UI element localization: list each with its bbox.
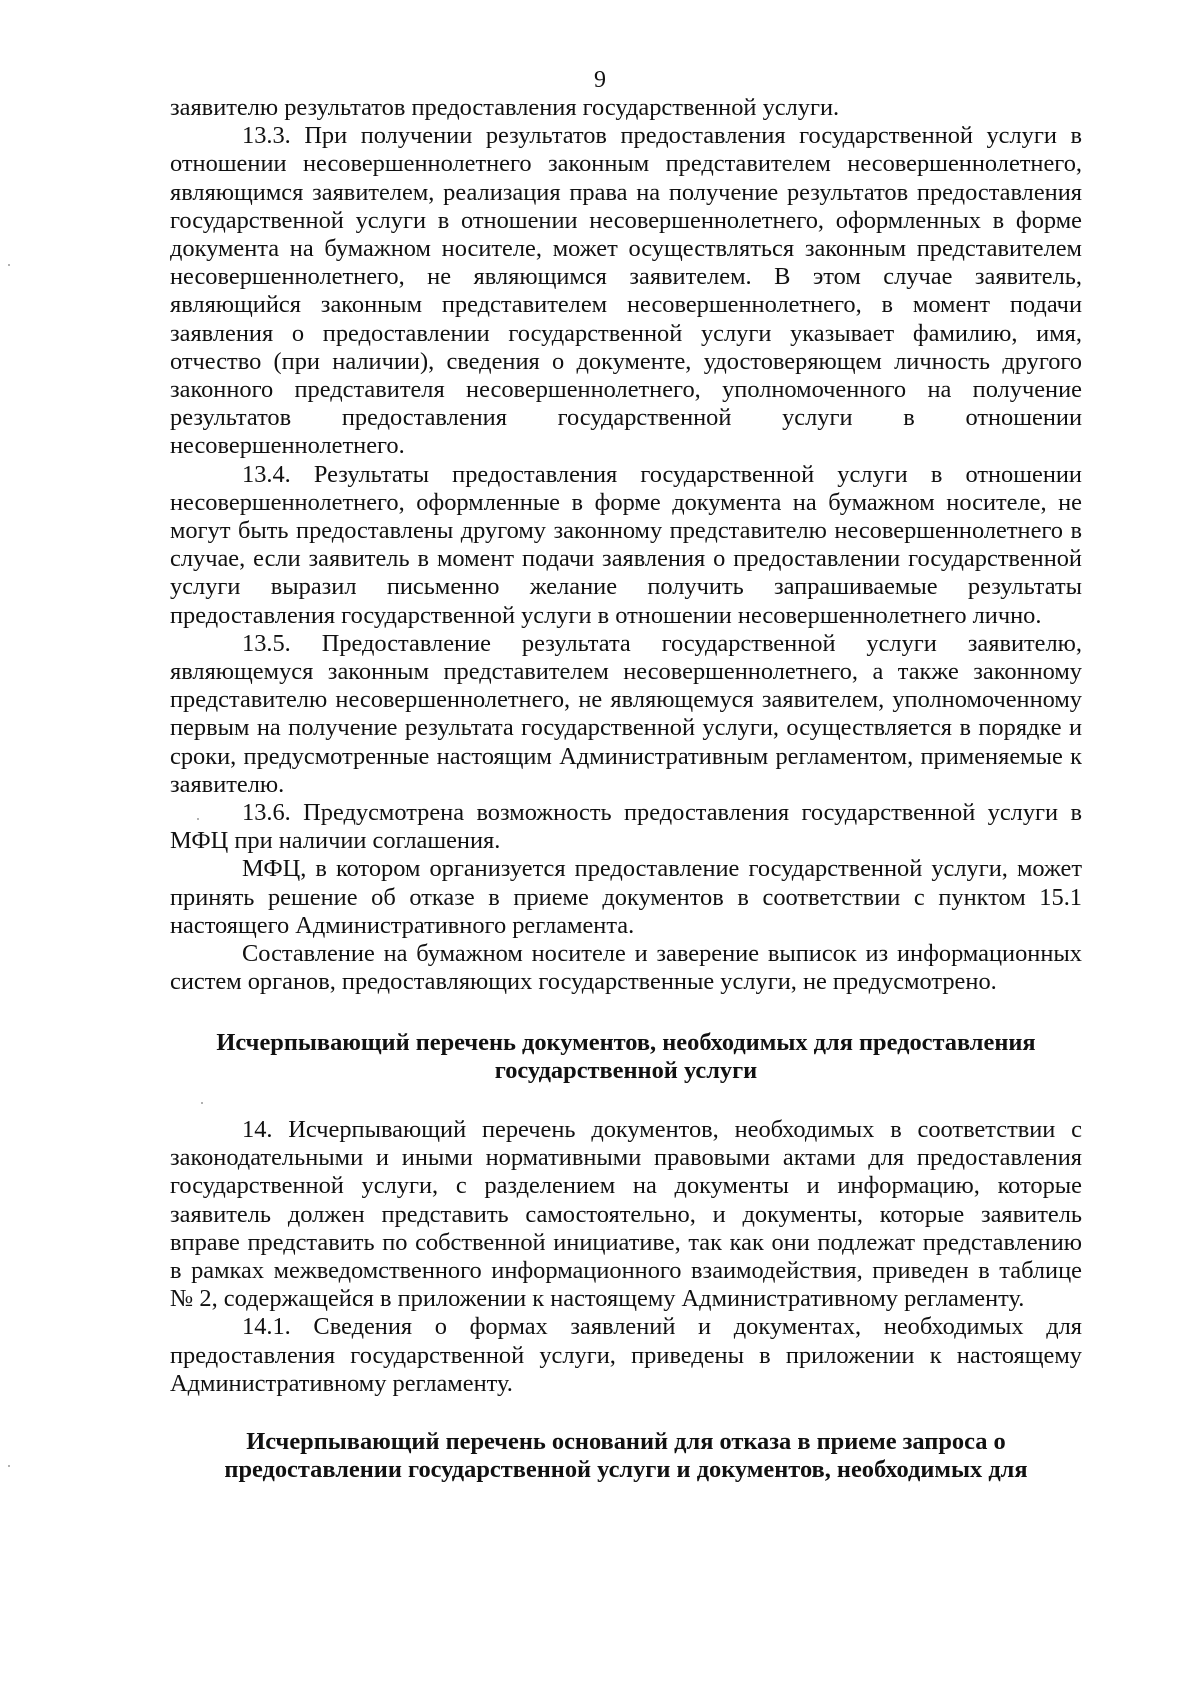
- paragraph-13-6: 13.6. Предусмотрена возможность предоставления государственной услуги в МФЦ при наличии соглашения.: [170, 799, 1082, 855]
- spacer: [170, 997, 1082, 1029]
- scan-speck: [197, 818, 199, 820]
- paragraph-14: 14. Исчерпывающий перечень документов, необходимых в соответствии с законодательными и иными нормативными правовыми актами для предоставления государственной услуги, с разделением на документы и информацию, которые заявитель должен представить самостоятельно, и документы, которые заявитель вправе представить по собственной инициативе, так как они подлежат представлению в рамках межведомственного информационного взаимодействия, приведен в таблице № 2, содержащейся в приложении к настоящему Административному регламенту.: [170, 1115, 1082, 1313]
- paragraph-14-1: 14.1. Сведения о формах заявлений и документах, необходимых для предоставления государственной услуги, приведены в приложении к настоящему Административному регламенту.: [170, 1313, 1082, 1397]
- section-heading-documents: Исчерпывающий перечень документов, необходимых для предоставления государственной услуги: [216, 1028, 1036, 1084]
- paragraph-sostavlenie: Составление на бумажном носителе и заверение выписок из информационных систем органов, предоставляющих государственные услуги, не предусмотрено.: [170, 940, 1082, 996]
- paragraph-13-4: 13.4. Результаты предоставления государственной услуги в отношении несовершеннолетнего, оформленные в форме документа на бумажном носителе, не могут быть предоставлены другому законному представителю несовершеннолетнего в случае, если заявитель в момент подачи заявления о предоставлении государственной услуги выразил письменно желание получить запрашиваемые результаты предоставления государственной услуги в отношении несовершеннолетнего лично.: [170, 460, 1082, 629]
- spacer: [170, 1085, 1082, 1116]
- document-body: [170, 94, 1082, 1484]
- spacer: [170, 1398, 1082, 1428]
- paragraph-mfc: МФЦ, в котором организуется предоставление государственной услуги, может принять решение об отказе в приеме документов в соответствии с пунктом 15.1 настоящего Административного регламента.: [170, 855, 1082, 939]
- scan-speck: [201, 1102, 203, 1104]
- paragraph-continuation: заявителю результатов предоставления государственной услуги.: [170, 94, 840, 121]
- paragraph-13-5: 13.5. Предоставление результата государственной услуги заявителю, являющемуся законным представителем несовершеннолетнего, а также законному представителю несовершеннолетнего, не являющемуся заявителем, уполномоченному первым на получение результата государственной услуги, осуществляется в порядке и сроки, предусмотренные настоящим Административным регламентом, применяемые к заявителю.: [170, 629, 1082, 798]
- section-heading-refusal: Исчерпывающий перечень оснований для отказа в приеме запроса о предоставлении государственной услуги и документов, необходимых для: [224, 1427, 1028, 1484]
- paragraph-13-3: 13.3. При получении результатов предоставления государственной услуги в отношении несовершеннолетнего законным представителем несовершеннолетнего, являющимся заявителем, реализация права на получение результатов предоставления государственной услуги в отношении несовершеннолетнего, оформленных в форме документа на бумажном носителе, может осуществляться законным представителем несовершеннолетнего, не являющимся заявителем. В этом случае заявитель, являющийся законным представителем несовершеннолетнего, в момент подачи заявления о предоставлении государственной услуги указывает фамилию, имя, отчество (при наличии), сведения о документе, удостоверяющем личность другого законного представителя несовершеннолетнего, уполномоченного на получение результатов предоставления государственной услуги в отношении несовершеннолетнего.: [170, 122, 1082, 460]
- scan-speck: [8, 264, 10, 266]
- scan-speck: [8, 1465, 10, 1467]
- page-number: 9: [594, 67, 606, 93]
